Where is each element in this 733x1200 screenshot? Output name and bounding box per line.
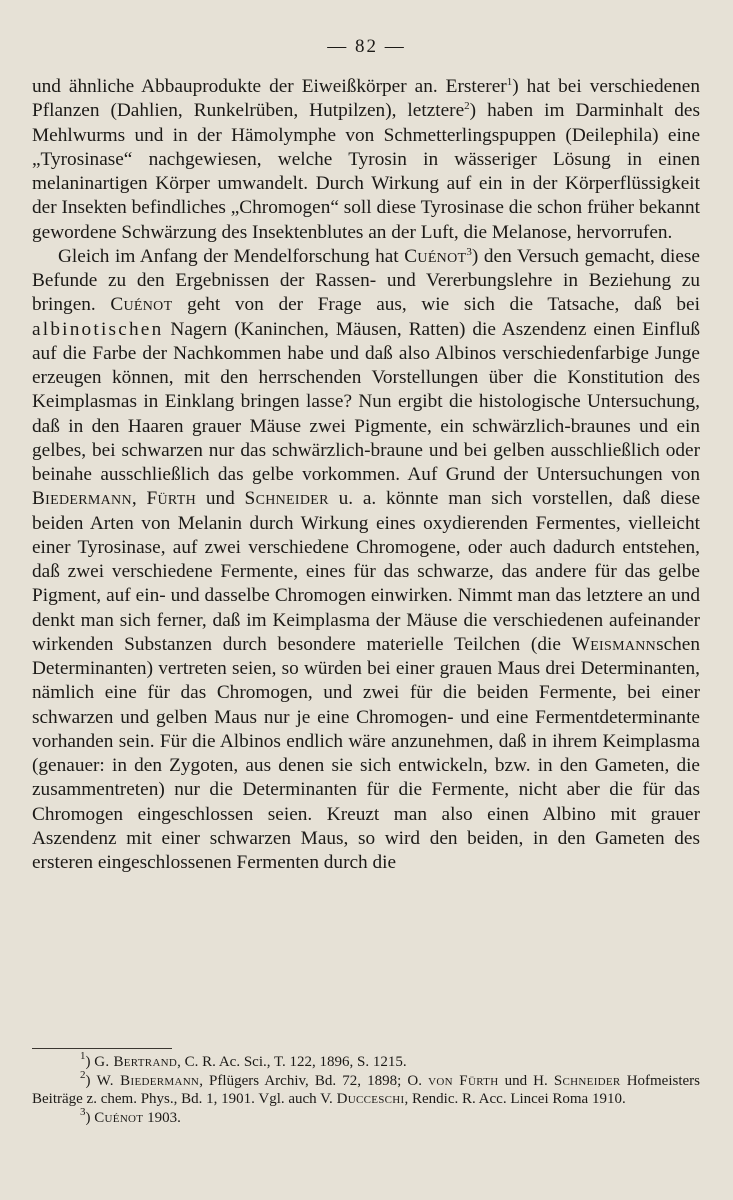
text-run: geht von der Frage aus, wie sich die Tatsache, daß bei [187,294,700,316]
text-run: ) hat bei verschiedenen Pflanzen (Dahlien, Runkelrüben, Hutpilzen), letztere [32,76,700,122]
author-name: Weismann [571,633,657,655]
text-run: und [205,488,235,510]
author-name: Biedermann [32,488,132,510]
author-name: Ducceschi [336,1091,405,1107]
author-name: Cuénot [404,245,467,267]
body-text [32,75,700,875]
author-name: Cuénot [110,294,173,316]
author-name: G. Bertrand [94,1054,178,1070]
author-name: von Fürth [428,1072,499,1089]
text-run: ) den Versuch gemacht, diese Befunde zu den Ergebnissen der Rassen- und Vererbungslehre in Beziehung zu bringen. [32,245,700,316]
footnote-mark: 1 [80,1050,86,1062]
footnote-mark: 3 [80,1105,86,1118]
footnotes [32,1050,701,1127]
spaced-emphasis: albinotischen [32,318,164,340]
author-name: Schneider [553,1072,621,1089]
text-run: Nagern (Kaninchen, Mäusen, Ratten) die Aszendenz einen Einfluß auf die Farbe der Nachkommen habe und daß also Albinos verschiedenfarbige Junge erzeugen können, mit den herrschenden Vorstellungen über die Konstitution des Keimplasmas in Einklang bringen lasse? Nun ergibt die histologische Untersuchung, daß in den Haaren grauer Mäuse zwei Pigmente, ein schwärzlich-braunes und ein gelbes, bei schwarzen nur das schwärzlich-braune und bei gelben ausschließlich oder beinahe ausschließlich das gelbe vorkommen. Auf Grund der Untersuchungen von [32,318,700,485]
author-name: Fürth [146,488,196,510]
footnote-ref-2: 2 [464,100,470,113]
text-run: und ähnliche Abbauprodukte der Eiweißkörper an. Ersterer [32,76,507,97]
text-run: schen Determinanten) vertreten seien, so würden bei einer grauen Maus drei Determinanten, nämlich eine für das Chromogen, und zwei für die beiden Fermente, bei einer schwarzen und gelben Maus nur je eine Chromogen- und eine Fermentdeterminante vorhanden sein. Für die Albinos endlich wäre anzunehmen, daß in ihrem Keimplasma (genauer: in den Zygoten, aus denen sie sich entwickeln, bzw. in den Gameten, die zusammentreten) nur die Determinanten für die Fermente, nicht aber die für das Chromogen eingeschlossen seien. Kreuzt man also einen Albino mit grauer Aszendenz mit einer schwarzen Maus, so wird den beiden, in den Gameten des ersteren eingeschlossenen Fermenten durch die [32,633,700,873]
footnote-text: , Rendic. R. Acc. Lincei Roma 1910. [404,1091,626,1107]
footnote-text: 1903. [147,1109,181,1126]
footnote-divider [32,1048,172,1049]
footnote-3: $^3$) Cuénot 1903. [80,1105,181,1126]
author-name: W. Biedermann [96,1072,200,1089]
paragraph-2 [32,245,700,876]
footnote-text: und H. [504,1072,548,1089]
text-run: ) haben im Darminhalt des Mehlwurms und in der Hämolymphe von Schmetterlingspuppen (Deilephila) eine „Tyrosinase“ nachgewiesen, welche Tyrosin in wässeriger Lösung in einen melaninartigen Körper umwandelt. Durch Wirkung auf ein in der Körperflüssigkeit der Insekten befindliches „Chromogen“ soll diese Tyrosinase die schon früher bekannt gewordene Schwärzung des Insektenblutes an der Luft, die Melanose, hervorrufen. [32,100,700,243]
author-name: Schneider [244,488,329,510]
footnote-text: Hofmeisters Beiträge z. chem. Phys., Bd. 1, 1901. Vgl. auch V. [32,1072,701,1107]
author-name: Cuénot [94,1109,144,1126]
text-run: , [131,488,137,510]
footnote-mark: 2 [80,1068,86,1081]
footnote-ref-3: 3 [466,245,472,258]
footnote-text: , C. R. Ac. Sci., T. 122, 1896, S. 1215. [177,1054,407,1070]
footnote-1: $^1$) G. Bertrand, C. R. Ac. Sci., T. 122, 1896, S. 1215. [80,1050,407,1070]
footnote-ref-1: 1 [506,76,513,88]
page-number: — 82 — [327,36,406,57]
footnote-text: , Pflügers Archiv, Bd. 72, 1898; O. [199,1072,423,1089]
text-run: u. a. könnte man sich vorstellen, daß diese beiden Arten von Melanin durch Wirkung eines oxydierenden Fermentes, vielleicht einer Tyrosinase, auf zwei verschiedene Chromogene, oder auch dadurch entstehen, daß zwei verschiedene Fermente, eines für das schwarze, das andere für das gelbe Pigment, auf ein- und dasselbe Chromogen einwirken. Nimmt man das letztere an und denkt man sich ferner, daß im Keimplasma der Mäuse die verschiedenen aufeinander wirkenden Substanzen durch besondere materielle Teilchen (die [32,488,701,655]
text-run: Gleich im Anfang der Mendelforschung hat [58,245,399,267]
paragraph-1 [32,75,700,245]
footnote-2: $^2$) W. Biedermann, Pflügers Archiv, Bd. 72, 1898; O. von Fürth und H. Schneider Hofmeisters Beiträge z. chem. Phys., Bd. 1, 1901. Vgl. auch V. Ducceschi, Rendic. R. Acc. Lincei Roma 1910. [32,1068,701,1107]
